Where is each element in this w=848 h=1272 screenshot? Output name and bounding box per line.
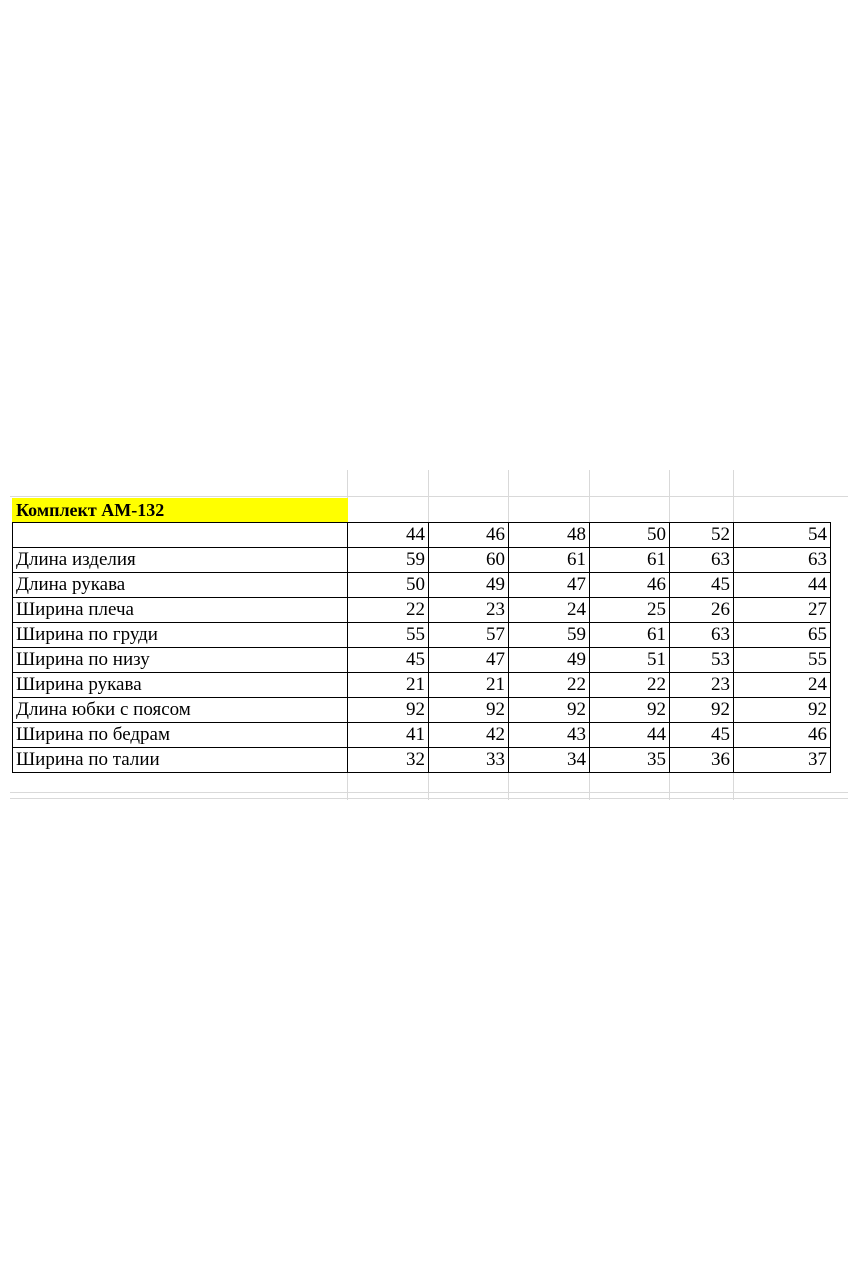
value-cell[interactable]: 46 bbox=[734, 723, 831, 748]
header-row bbox=[13, 523, 831, 548]
value-cell[interactable]: 35 bbox=[590, 748, 670, 773]
value-cell[interactable]: 55 bbox=[348, 623, 429, 648]
value-cell[interactable]: 44 bbox=[590, 723, 670, 748]
value-cell[interactable]: 59 bbox=[509, 623, 590, 648]
value-cell[interactable]: 45 bbox=[348, 648, 429, 673]
table-row bbox=[13, 548, 831, 573]
row-label[interactable]: Ширина по талии bbox=[13, 748, 348, 773]
row-label[interactable]: Длина изделия bbox=[13, 548, 348, 573]
value-cell[interactable]: 47 bbox=[509, 573, 590, 598]
row-label[interactable]: Ширина по бедрам bbox=[13, 723, 348, 748]
value-cell[interactable]: 26 bbox=[670, 598, 734, 623]
value-cell[interactable]: 37 bbox=[734, 748, 831, 773]
value-cell[interactable]: 92 bbox=[429, 698, 509, 723]
row-label[interactable]: Ширина по низу bbox=[13, 648, 348, 673]
value-cell[interactable]: 92 bbox=[509, 698, 590, 723]
value-cell[interactable]: 63 bbox=[670, 623, 734, 648]
size-table bbox=[12, 522, 831, 773]
table-title: Комплект АМ-132 bbox=[12, 498, 348, 522]
value-cell[interactable]: 33 bbox=[429, 748, 509, 773]
value-cell[interactable]: 60 bbox=[429, 548, 509, 573]
table-row bbox=[13, 573, 831, 598]
value-cell[interactable]: 44 bbox=[348, 523, 429, 548]
value-cell[interactable]: 22 bbox=[509, 673, 590, 698]
value-cell[interactable]: 57 bbox=[429, 623, 509, 648]
value-cell[interactable]: 92 bbox=[734, 698, 831, 723]
value-cell[interactable]: 54 bbox=[734, 523, 831, 548]
value-cell[interactable]: 61 bbox=[590, 548, 670, 573]
value-cell[interactable]: 43 bbox=[509, 723, 590, 748]
value-cell[interactable]: 49 bbox=[429, 573, 509, 598]
gridline bbox=[10, 798, 848, 799]
value-cell[interactable]: 46 bbox=[429, 523, 509, 548]
value-cell[interactable]: 44 bbox=[734, 573, 831, 598]
value-cell[interactable]: 59 bbox=[348, 548, 429, 573]
value-cell[interactable]: 22 bbox=[590, 673, 670, 698]
value-cell[interactable]: 24 bbox=[509, 598, 590, 623]
value-cell[interactable]: 27 bbox=[734, 598, 831, 623]
value-cell[interactable]: 63 bbox=[670, 548, 734, 573]
value-cell[interactable]: 51 bbox=[590, 648, 670, 673]
row-label[interactable]: Ширина по груди bbox=[13, 623, 348, 648]
value-cell[interactable]: 36 bbox=[670, 748, 734, 773]
value-cell[interactable]: 92 bbox=[670, 698, 734, 723]
value-cell[interactable]: 65 bbox=[734, 623, 831, 648]
value-cell[interactable]: 47 bbox=[429, 648, 509, 673]
value-cell[interactable]: 61 bbox=[590, 623, 670, 648]
row-label[interactable]: Длина рукава bbox=[13, 573, 348, 598]
row-label[interactable]: Ширина плеча bbox=[13, 598, 348, 623]
gridline bbox=[10, 496, 848, 497]
value-cell[interactable]: 42 bbox=[429, 723, 509, 748]
table-row bbox=[13, 698, 831, 723]
table-row bbox=[13, 748, 831, 773]
value-cell[interactable]: 32 bbox=[348, 748, 429, 773]
row-label[interactable]: Ширина рукава bbox=[13, 673, 348, 698]
table-row bbox=[13, 723, 831, 748]
table-row bbox=[13, 598, 831, 623]
table-row bbox=[13, 673, 831, 698]
value-cell[interactable]: 45 bbox=[670, 723, 734, 748]
value-cell[interactable]: 61 bbox=[509, 548, 590, 573]
value-cell[interactable]: 55 bbox=[734, 648, 831, 673]
value-cell[interactable]: 52 bbox=[670, 523, 734, 548]
value-cell[interactable]: 50 bbox=[590, 523, 670, 548]
row-label[interactable]: Длина юбки с поясом bbox=[13, 698, 348, 723]
value-cell[interactable]: 23 bbox=[670, 673, 734, 698]
value-cell[interactable]: 50 bbox=[348, 573, 429, 598]
table-row bbox=[13, 648, 831, 673]
value-cell[interactable]: 41 bbox=[348, 723, 429, 748]
value-cell[interactable]: 25 bbox=[590, 598, 670, 623]
value-cell[interactable]: 46 bbox=[590, 573, 670, 598]
value-cell[interactable]: 23 bbox=[429, 598, 509, 623]
row-label[interactable] bbox=[13, 523, 348, 548]
value-cell[interactable]: 21 bbox=[429, 673, 509, 698]
value-cell[interactable]: 92 bbox=[348, 698, 429, 723]
value-cell[interactable]: 63 bbox=[734, 548, 831, 573]
value-cell[interactable]: 45 bbox=[670, 573, 734, 598]
value-cell[interactable]: 22 bbox=[348, 598, 429, 623]
value-cell[interactable]: 92 bbox=[590, 698, 670, 723]
table-row bbox=[13, 623, 831, 648]
gridline bbox=[10, 792, 848, 793]
value-cell[interactable]: 53 bbox=[670, 648, 734, 673]
value-cell[interactable]: 21 bbox=[348, 673, 429, 698]
value-cell[interactable]: 49 bbox=[509, 648, 590, 673]
value-cell[interactable]: 24 bbox=[734, 673, 831, 698]
value-cell[interactable]: 48 bbox=[509, 523, 590, 548]
value-cell[interactable]: 34 bbox=[509, 748, 590, 773]
spreadsheet bbox=[10, 470, 848, 800]
